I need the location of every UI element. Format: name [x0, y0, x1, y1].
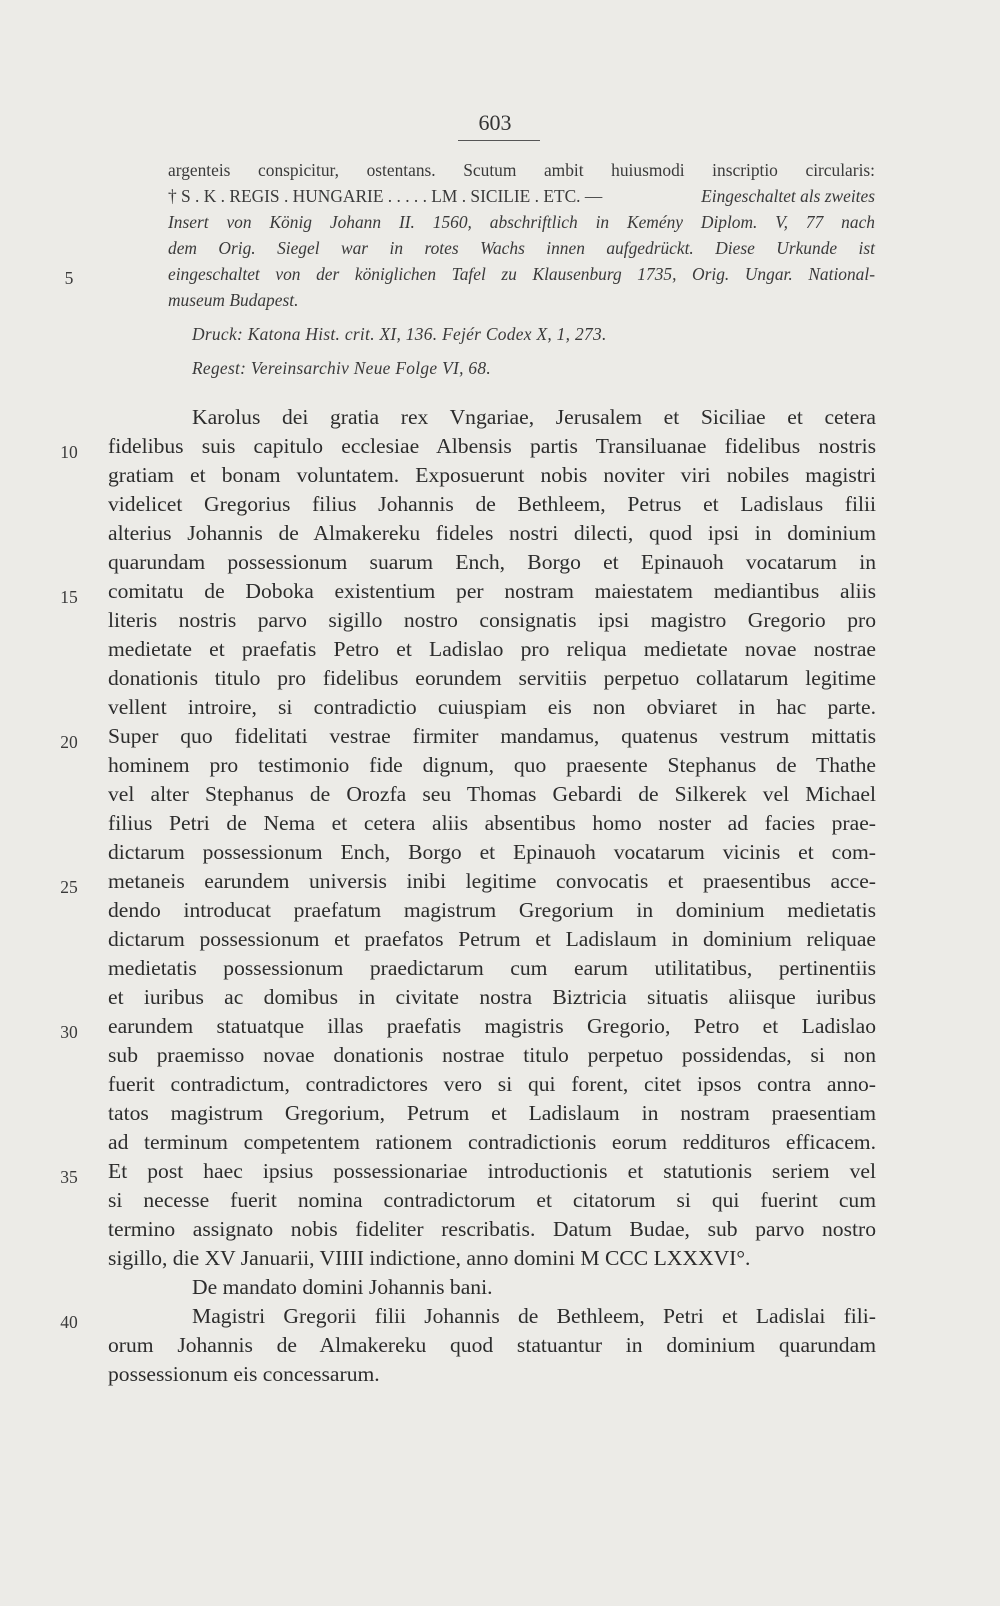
charter-line: donationis titulo pro fidelibus eorundem servitiis perpetuo collatarum legitime: [108, 666, 876, 690]
charter-line: fidelibus suis capitulo ecclesiae Albensis partis Transiluanae fidelibus nostris: [108, 434, 876, 458]
charter-line: earundem statuatque illas praefatis magistris Gregorio, Petro et Ladislao: [108, 1014, 876, 1038]
charter-line: videlicet Gregorius filius Johannis de Bethleem, Petrus et Ladislaus filii: [108, 492, 876, 516]
line-number: 40: [60, 1312, 78, 1332]
charter-line: gratiam et bonam voluntatem. Exposuerunt nobis noviter viri nobiles magistri: [108, 463, 876, 487]
note-line: Insert von König Johann II. 1560, abschriftlich in Kemény Diplom. V, 77 nach: [168, 212, 875, 232]
charter-line: Magistri Gregorii filii Johannis de Bethleem, Petri et Ladislai fili-: [192, 1304, 876, 1328]
charter-line: dictarum possessionum Ench, Borgo et Epinauoh vocatarum vicinis et com-: [108, 840, 876, 864]
charter-line: comitatu de Doboka existentium per nostram maiestatem mediantibus aliis: [108, 579, 876, 603]
note-line: museum Budapest.: [168, 290, 299, 310]
charter-line: De mandato domini Johannis bani.: [192, 1275, 493, 1299]
line-number: 30: [60, 1022, 78, 1042]
charter-line: vel alter Stephanus de Orozfa seu Thomas Gebardi de Silkerek vel Michael: [108, 782, 876, 806]
print-reference: Druck: Katona Hist. crit. XI, 136. Fejér Codex X, 1, 273.: [192, 324, 607, 344]
note-line: [168, 186, 875, 207]
charter-line: Super quo fidelitati vestrae firmiter mandamus, quatenus vestrum mittatis: [108, 724, 876, 748]
charter-line: fuerit contradictum, contradictores vero si qui forent, citet ipsos contra anno-: [108, 1072, 876, 1096]
charter-line: termino assignato nobis fideliter rescribatis. Datum Budae, sub parvo nostro: [108, 1217, 876, 1241]
seal-inscription: † S . K . REGIS . HUNGARIE . . . . . LM . SICILIE . ETC. —: [168, 186, 603, 206]
charter-line: sub praemisso novae donationis nostrae titulo perpetuo possidendas, si non: [108, 1043, 876, 1067]
charter-line: et iuribus ac domibus in civitate nostra Biztricia situatis aliisque iuribus: [108, 985, 876, 1009]
line-number: 35: [60, 1167, 78, 1187]
line-number: 25: [60, 877, 78, 897]
charter-line: sigillo, die XV Januarii, VIIII indictione, anno domini M CCC LXXXVI°.: [108, 1246, 751, 1270]
charter-line: tatos magistrum Gregorium, Petrum et Ladislaum in nostram praesentiam: [108, 1101, 876, 1125]
charter-line: filius Petri de Nema et cetera aliis absentibus homo noster ad facies prae-: [108, 811, 876, 835]
note-line: argenteis conspicitur, ostentans. Scutum ambit huiusmodi inscriptio circularis:: [168, 160, 875, 180]
charter-line: vellent introire, si contradictio cuiuspiam eis non obviaret in hac parte.: [108, 695, 876, 719]
charter-line: alterius Johannis de Almakereku fideles nostri dilecti, quod ipsi in dominium: [108, 521, 876, 545]
charter-line: quarundam possessionum suarum Ench, Borgo et Epinauoh vocatarum in: [108, 550, 876, 574]
line-number: 5: [64, 268, 74, 288]
regest-reference: Regest: Vereinsarchiv Neue Folge VI, 68.: [192, 358, 492, 378]
page-number: 603: [478, 110, 512, 135]
charter-line: Et post haec ipsius possessionariae introductionis et statutionis seriem vel: [108, 1159, 876, 1183]
charter-line: dictarum possessionum et praefatos Petrum et Ladislaum in dominium reliquae: [108, 927, 876, 951]
charter-line: si necesse fuerit nomina contradictorum et citatorum si qui fuerint cum: [108, 1188, 876, 1212]
charter-line: literis nostris parvo sigillo nostro consignatis ipsi magistro Gregorio pro: [108, 608, 876, 632]
page-number-rule: [458, 140, 540, 141]
charter-line: orum Johannis de Almakereku quod statuantur in dominium quarundam: [108, 1333, 876, 1357]
charter-line: medietatis possessionum praedictarum cum earum utilitatibus, pertinentiis: [108, 956, 876, 980]
line-number: 20: [60, 732, 78, 752]
line-number: 10: [60, 442, 78, 462]
note-line: eingeschaltet von der königlichen Tafel zu Klausenburg 1735, Orig. Ungar. National-: [168, 264, 875, 284]
charter-line: medietate et praefatis Petro et Ladislao pro reliqua medietate novae nostrae: [108, 637, 876, 661]
charter-line: possessionum eis concessarum.: [108, 1362, 380, 1386]
note-line: dem Orig. Siegel war in rotes Wachs innen aufgedrückt. Diese Urkunde ist: [168, 238, 875, 258]
charter-line: ad terminum competentem rationem contradictionis eorum reddituros efficacem.: [108, 1130, 876, 1154]
note-text: Eingeschaltet als zweites: [701, 186, 875, 206]
charter-line: hominem pro testimonio fide dignum, quo praesente Stephanus de Thathe: [108, 753, 876, 777]
charter-line: metaneis earundem universis inibi legitime convocatis et praesentibus acce-: [108, 869, 876, 893]
line-number: 15: [60, 587, 78, 607]
charter-line: dendo introducat praefatum magistrum Gregorium in dominium medietatis: [108, 898, 876, 922]
charter-line: Karolus dei gratia rex Vngariae, Jerusalem et Siciliae et cetera: [192, 405, 876, 429]
